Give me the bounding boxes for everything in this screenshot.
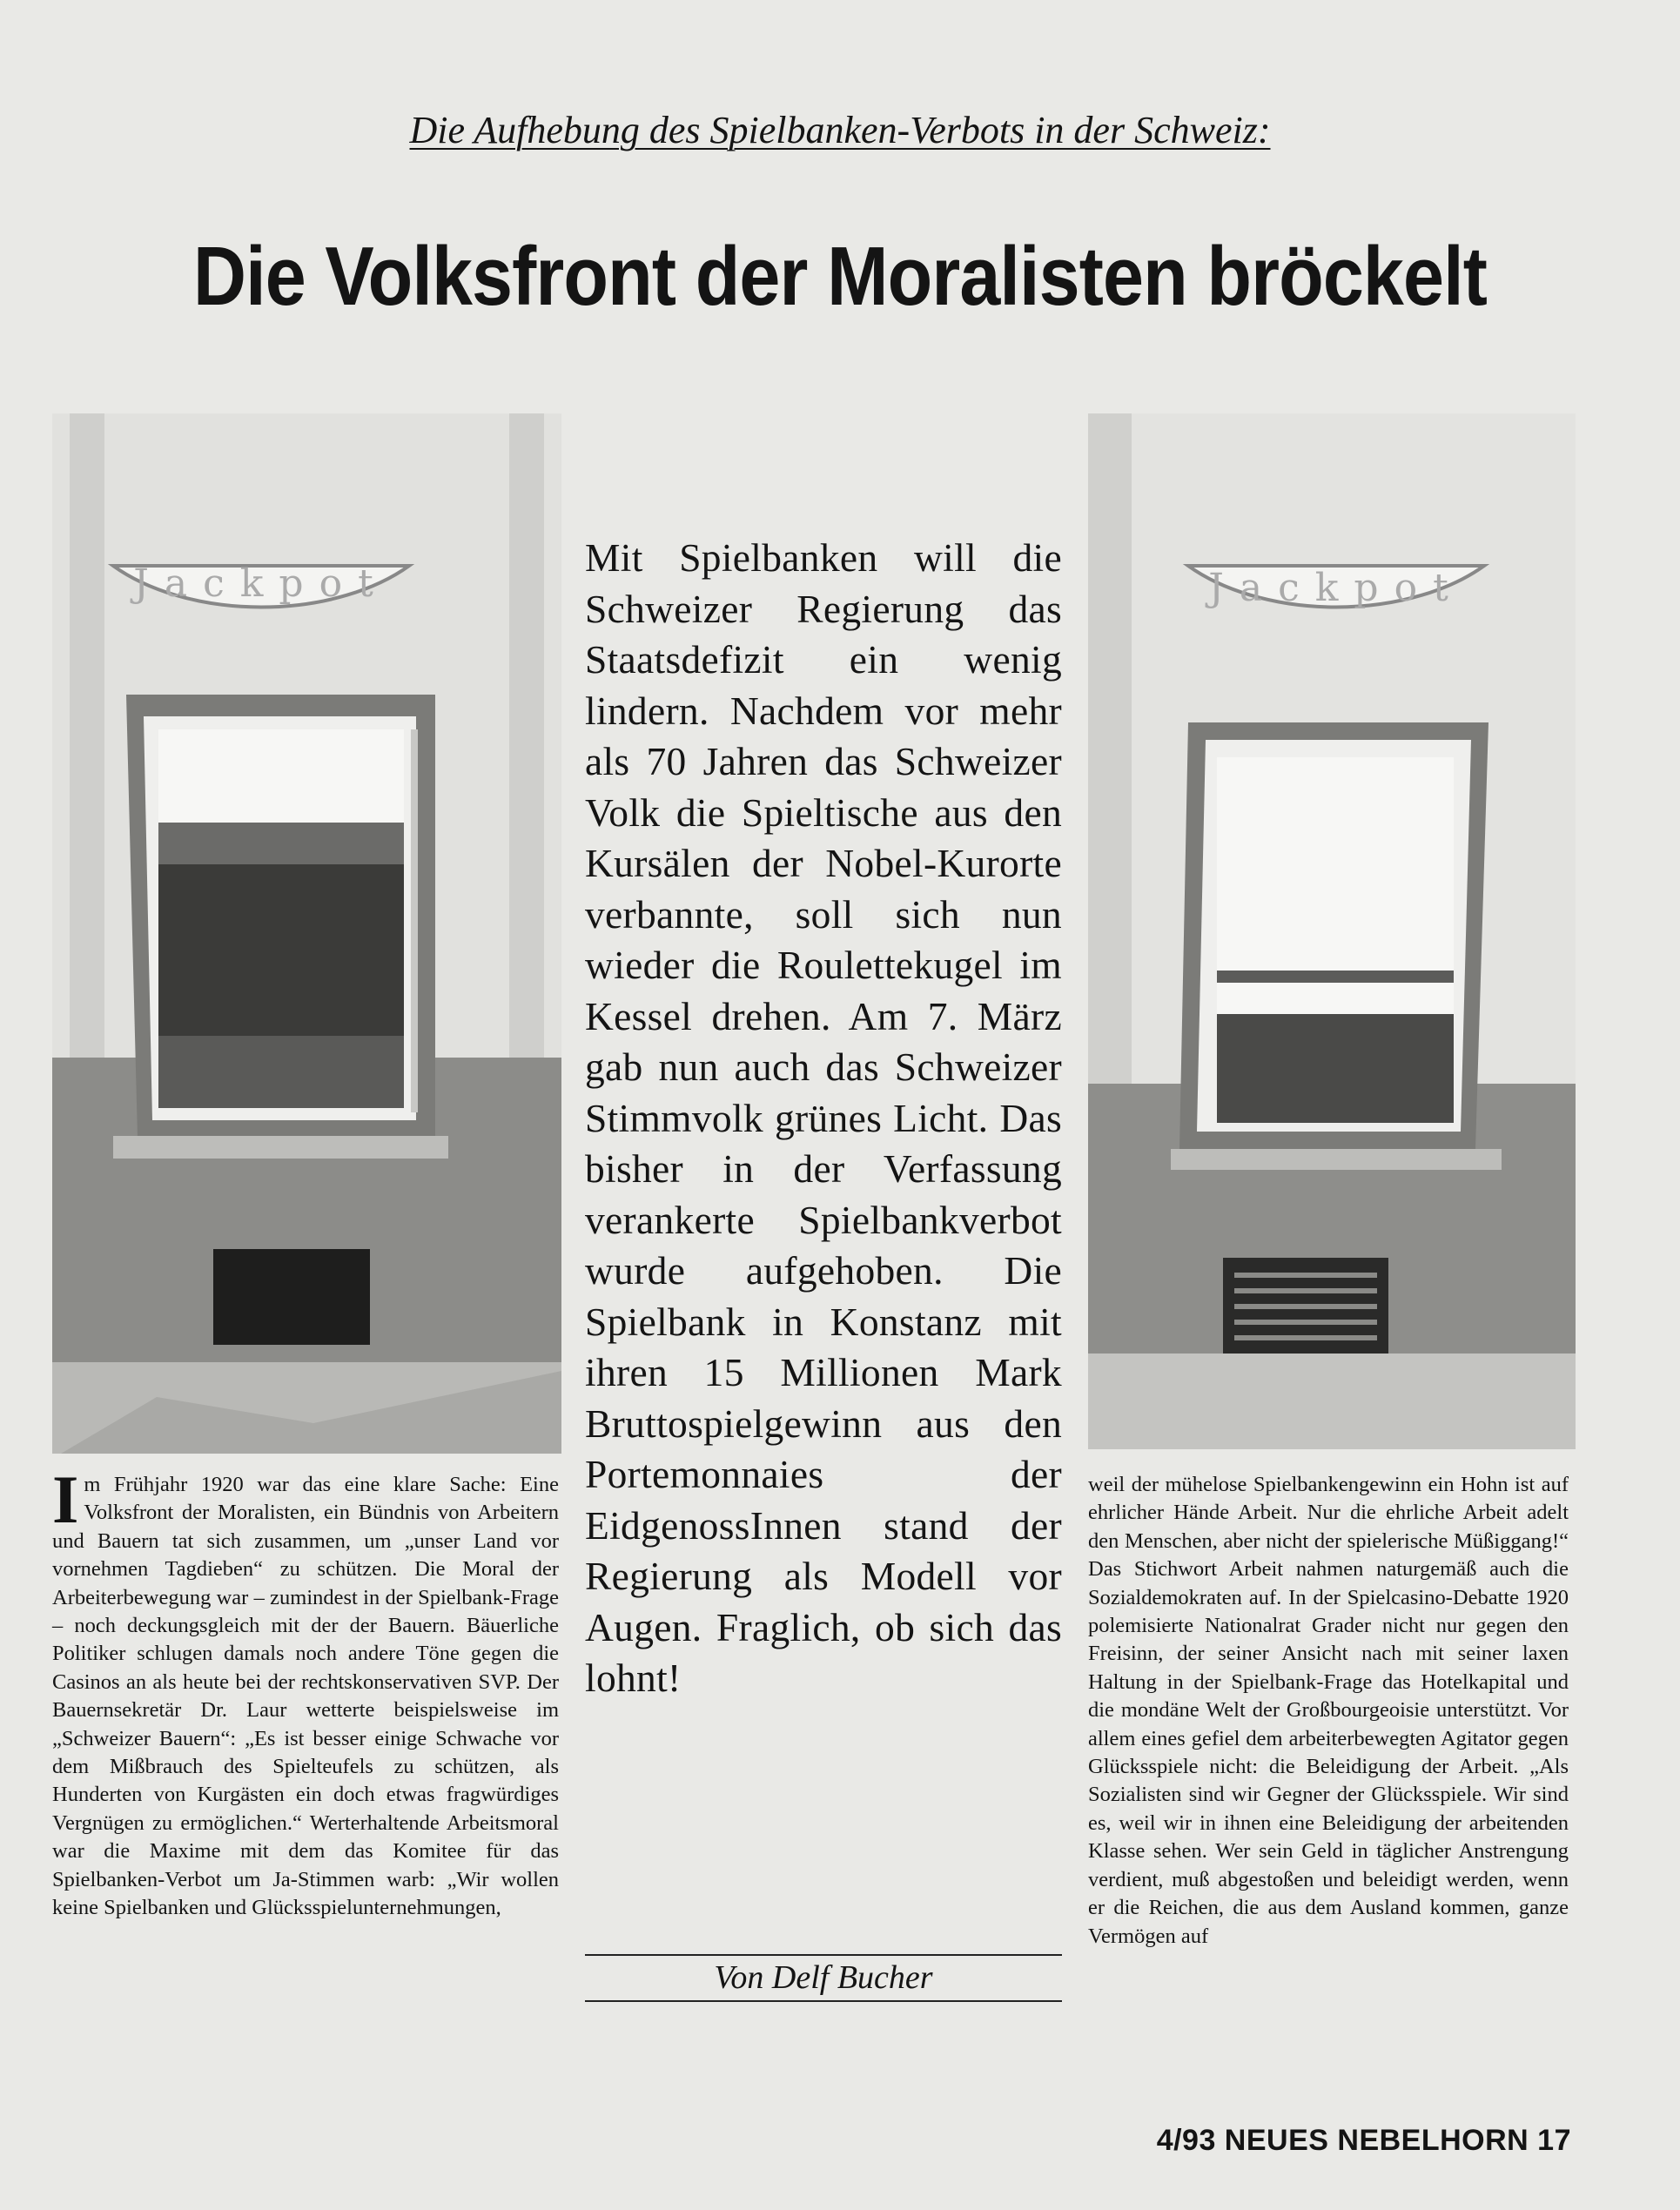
- kicker-text: Die Aufhebung des Spielbanken-Verbots in der Schweiz:: [409, 109, 1271, 151]
- photo-left-casino-window: [52, 413, 561, 1454]
- lede-paragraph: Mit Spielbanken will die Schweizer Regierung das Staatsdefizit ein wenig lindern. Nachdem vor mehr als 70 Jahren das Schweizer Volk die Spieltische aus den Kursälen der Nobel-Kurorte verbannte, soll sich nun wieder die Roulettekugel im Kessel drehen. Am 7. März gab nun auch das Schweizer Stimmvolk grünes Licht. Das bisher in der Verfassung verankerte Spielbankverbot wurde aufgehoben. Die Spielbank in Konstanz mit ihren 15 Millionen Mark Bruttospielgewinn aus den Portemonnaies der EidgenossInnen stand der Regierung als Modell vor Augen. Fraglich, ob sich das lohnt!: [585, 535, 1062, 1700]
- left-sign-text: Jackpot: [133, 561, 389, 606]
- body-right-text: weil der mühelose Spielbankengewinn ein Hohn ist auf ehrlicher Hände Arbeit. Nur die ehrliche Arbeit adelt den Menschen, aber nicht der spielerische Müßiggang!“ Das Stichwort Arbeit nahmen naturgemäß auch die Sozialdemokraten auf. In der Spielcasino-Debatte 1920 polemisierte Nationalrat Grader nicht nur gegen den Freisinn, der seiner Ansicht nach mit seiner laxen Haltung in der Spielbank-Frage das Hotelkapital und die mondäne Welt der Großbourgeoisie unterstützt. Vor allem eines gefiel dem arbeiterbewegten Agitator gegen Glücksspiele nicht: die Beleidigung der Arbeit. „Als Sozialisten sind wir Gegner der Glücksspiele. Wir sind es, weil wir in ihnen eine Beleidigung der arbeitenden Klasse sehen. Wer sein Geld in täglicher Anstrengung verdient, muß abgestoßen und beleidigt werden, wenn er die Reichen, die aus dem Ausland kommen, ganze Vermögen auf: [1088, 1473, 1569, 1948]
- body-column-right: [1088, 1471, 1569, 1951]
- byline: Von Delf Bucher: [714, 1959, 933, 1996]
- drop-cap: I: [52, 1461, 79, 1537]
- byline-rule-bottom: [585, 2000, 1062, 2002]
- byline-rule-top: [585, 1954, 1062, 1956]
- photo-right-casino-window: [1088, 413, 1576, 1449]
- body-left-text: m Frühjahr 1920 war das eine klare Sache: Eine Volksfront der Moralisten, ein Bündnis von Arbeitern und Bauern tat sich zusammen, um „unser Land vor vornehmen Tagdieben“ zu schützen. Die Moral der Arbeiterbewegung war – zumindest in der Spielbank-Frage – noch deckungsgleich mit der der Bauern. Bäuerliche Politiker schlugen damals noch andere Töne gegen die Casinos an als heute bei der rechtskonservativen SVP. Der Bauernsekretär Dr. Laur wetterte beispielsweise im „Schweizer Bauern“: „Es ist besser einige Schwache vor dem Mißbrauch des Spielteufels zu schützen, als Hunderten von Kurgästen ein doch etwas fragwürdiges Vergnügen zu ermöglichen.“ Werterhaltende Arbeitsmoral war die Maxime mit dem das Komitee für das Spielbanken-Verbot um Ja-Stimmen warb: „Wir wollen keine Spielbanken und Glücksspielunternehmungen,: [52, 1473, 559, 1920]
- right-sign-text: Jackpot: [1208, 566, 1464, 610]
- kicker: [0, 111, 1680, 150]
- headline: Die Volksfront der Moralisten bröckelt: [193, 230, 1487, 323]
- page-footer: 4/93 NEUES NEBELHORN 17: [1156, 2124, 1571, 2157]
- body-column-left: [52, 1461, 559, 1923]
